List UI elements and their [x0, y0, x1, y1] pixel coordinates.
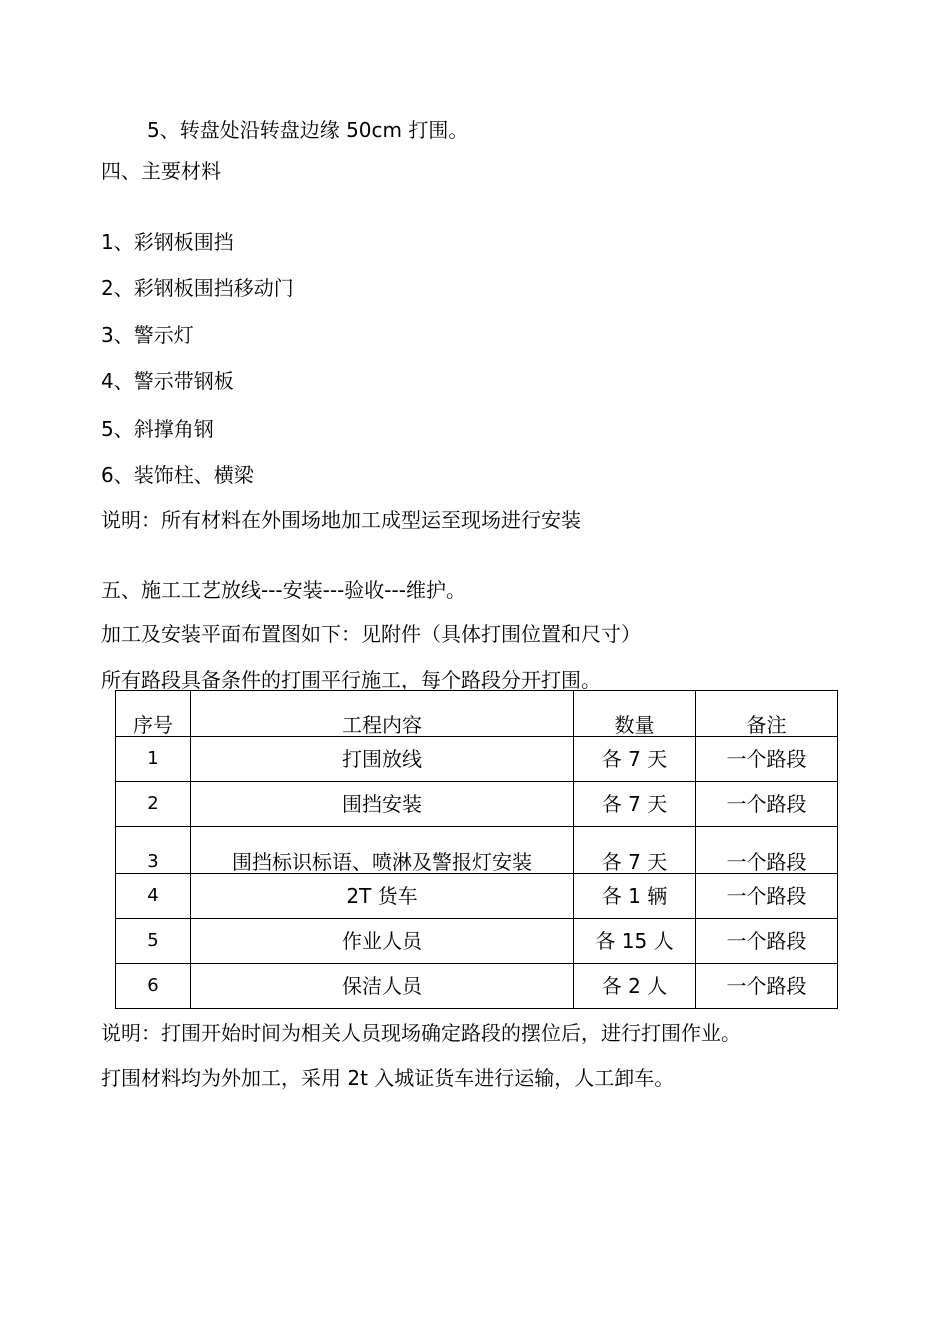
transport-note: 打围材料均为外加工，采用 2t 入城证货车进行运输，人工卸车。 [101, 1066, 675, 1090]
cell-quantity: 各 7 天 [574, 737, 696, 782]
table-row [116, 919, 838, 964]
table-row [116, 874, 838, 919]
cell-remarks: 一个路段 [696, 919, 838, 964]
cell-quantity: 各 7 天 [574, 782, 696, 827]
material-item: 1、彩钢板围挡 [101, 230, 234, 254]
cell-content: 2T 货车 [191, 874, 574, 919]
cell-seq: 4 [116, 874, 191, 919]
construction-plan-table [115, 690, 838, 1009]
cell-seq: 6 [116, 964, 191, 1009]
cell-content: 作业人员 [191, 919, 574, 964]
cell-quantity: 各 1 辆 [574, 874, 696, 919]
material-item: 5、斜撑角钢 [101, 417, 214, 441]
cell-remarks: 一个路段 [696, 827, 838, 874]
cell-remarks: 一个路段 [696, 737, 838, 782]
cell-seq: 5 [116, 919, 191, 964]
cell-content: 围挡标识标语、喷淋及警报灯安装 [191, 827, 574, 874]
cell-content: 保洁人员 [191, 964, 574, 1009]
table-row [116, 964, 838, 1009]
material-item: 4、警示带钢板 [101, 369, 234, 393]
header-remarks: 备注 [696, 691, 838, 737]
table-row [116, 737, 838, 782]
cell-content: 打围放线 [191, 737, 574, 782]
table-row [116, 782, 838, 827]
header-quantity: 数量 [574, 691, 696, 737]
header-seq: 序号 [116, 691, 191, 737]
cell-seq: 3 [116, 827, 191, 874]
cell-remarks: 一个路段 [696, 874, 838, 919]
cell-remarks: 一个路段 [696, 964, 838, 1009]
table-row [116, 827, 838, 874]
table-header-row [116, 691, 838, 737]
cell-content: 围挡安装 [191, 782, 574, 827]
start-time-note: 说明：打围开始时间为相关人员现场确定路段的摆位后，进行打围作业。 [101, 1021, 741, 1045]
cell-quantity: 各 7 天 [574, 827, 696, 874]
material-item: 6、装饰柱、横梁 [101, 463, 254, 487]
material-item: 2、彩钢板围挡移动门 [101, 276, 294, 300]
material-item: 3、警示灯 [101, 323, 194, 347]
cell-quantity: 各 2 人 [574, 964, 696, 1009]
cell-quantity: 各 15 人 [574, 919, 696, 964]
parallel-construction-note: 所有路段具备条件的打围平行施工，每个路段分开打围。 [101, 668, 601, 692]
materials-note: 说明：所有材料在外围场地加工成型运至现场进行安装 [101, 508, 581, 532]
section-4-heading: 四、主要材料 [101, 159, 221, 183]
item-5-turntable: 5、转盘处沿转盘边缘 50cm 打围。 [147, 118, 469, 142]
cell-seq: 2 [116, 782, 191, 827]
section-5-heading: 五、施工工艺放线---安装---验收---维护。 [101, 578, 466, 602]
cell-remarks: 一个路段 [696, 782, 838, 827]
header-content: 工程内容 [191, 691, 574, 737]
layout-note: 加工及安装平面布置图如下：见附件（具体打围位置和尺寸） [101, 622, 641, 646]
cell-seq: 1 [116, 737, 191, 782]
